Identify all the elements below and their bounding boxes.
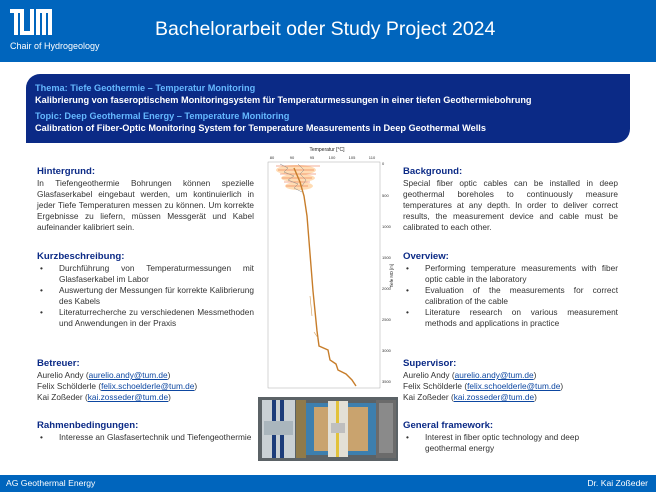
email-link[interactable]: felix.schoelderle@tum.de — [467, 381, 561, 392]
overview-heading: Overview: — [403, 251, 449, 262]
chair-name: Chair of Hydrogeology — [10, 41, 100, 51]
contact-line: Felix Schölderle (felix.schoelderle@tum.de) — [403, 381, 564, 392]
contact-name: Kai Zoßeder — [37, 392, 83, 403]
y-axis-label: Tiefe MD [m] — [389, 264, 394, 288]
x-tick-label: 110 — [368, 155, 376, 160]
topic-title-de: Kalibrierung von faseroptischem Monitoringsystem für Temperaturmessungen in einer tiefen Geothermiebohrung — [35, 95, 532, 105]
y-tick-label: 0 — [382, 161, 385, 166]
x-tick-label: 105 — [348, 155, 356, 160]
section-betreuer — [37, 358, 254, 403]
y-tick-label: 2000 — [382, 286, 391, 291]
topic-title-en: Calibration of Fiber-Optic Monitoring System for Temperature Measurements in Deep Geothermal Wells — [35, 123, 486, 133]
list-item: • Performing temperature measurements with fiber optic cable in the laboratory — [403, 263, 618, 285]
contact-name: Aurelio Andy — [403, 370, 450, 380]
email-link[interactable]: aurelio.andy@tum.de — [454, 370, 534, 380]
contact-name: Kai Zoßeder — [403, 392, 449, 403]
section-background — [403, 166, 618, 233]
footer-bar — [0, 475, 656, 492]
y-tick-label: 3500 — [382, 379, 391, 384]
background-heading: Background: — [403, 166, 463, 177]
list-item: • Evaluation of the measurements for correct calibration of the cable — [403, 285, 618, 307]
hintergrund-heading: Hintergrund: — [37, 166, 96, 177]
y-tick-label: 1000 — [382, 224, 391, 229]
list-item: • Durchführung von Temperaturmessungen mit Glasfaserkabel im Labor — [37, 263, 254, 285]
email-link[interactable]: aurelio.andy@tum.de — [88, 370, 168, 380]
contact-line: Felix Schölderle (felix.schoelderle@tum.de) — [37, 381, 198, 392]
email-link[interactable]: felix.schoelderle@tum.de — [101, 381, 195, 392]
list-item: • Literature research on various measurement methods and applications in practice — [403, 307, 618, 329]
tum-logo — [10, 9, 52, 35]
topic-label-de: Thema: Tiefe Geothermie – Temperatur Monitoring — [35, 83, 256, 93]
y-tick-label: 1500 — [382, 255, 391, 260]
section-supervisor — [403, 358, 618, 403]
general-framework-heading: General framework: — [403, 420, 494, 431]
topic-label-en: Topic: Deep Geothermal Energy – Temperature Monitoring — [35, 111, 290, 121]
supervisor-heading: Supervisor: — [403, 358, 457, 369]
section-general-framework — [403, 420, 618, 454]
rahmenbedingungen-heading: Rahmenbedingungen: — [37, 420, 139, 431]
section-overview — [403, 251, 618, 330]
contact-name: Felix Schölderle — [37, 381, 97, 392]
list-item: • Auswertung der Messungen für korrekte Kalibrierung des Kabels — [37, 285, 254, 307]
temperature-depth-plot — [258, 146, 396, 390]
list-item: • Literaturrecherche zu verschiedenen Messmethoden und Anwendungen in der Praxis — [37, 307, 254, 329]
x-tick-label: 95 — [309, 155, 315, 160]
page-title: Bachelorarbeit oder Study Project 2024 — [155, 18, 496, 40]
x-tick-label: 90 — [289, 155, 295, 160]
footer-person: Dr. Kai Zoßeder — [587, 478, 648, 488]
email-link[interactable]: kai.zosseder@tum.de — [453, 392, 535, 403]
contact-line: Kai Zoßeder (kai.zosseder@tum.de) — [37, 392, 171, 403]
list-item: • Interesse an Glasfasertechnik und Tiefengeothermie — [37, 432, 254, 443]
topic-box — [26, 74, 630, 143]
footer-group: AG Geothermal Energy — [6, 478, 96, 488]
y-tick-label: 500 — [382, 193, 389, 198]
section-rahmenbedingungen — [37, 420, 254, 443]
list-item: • Interest in fiber optic technology and deep geothermal energy — [403, 432, 618, 454]
header-bar — [0, 0, 656, 62]
contact-line: Aurelio Andy (aurelio.andy@tum.de) — [37, 370, 171, 380]
hintergrund-text: In Tiefengeothermie Bohrungen können spezielle Glasfaserkabel eingebaut werden, um kontinuierlich in jeder Tiefe Temperaturen messen zu können. Um korrekte Ergebnisse zu liefern, müssen Messgerät und Kabel aufeinander kalibriert sein. — [37, 178, 254, 233]
y-tick-label: 3000 — [382, 348, 391, 353]
section-hintergrund — [37, 166, 254, 233]
contact-line: Kai Zoßeder (kai.zosseder@tum.de) — [403, 392, 537, 403]
contact-line: Aurelio Andy (aurelio.andy@tum.de) — [403, 370, 537, 380]
plot-title: Temperatur [°C] — [309, 147, 345, 153]
background-text: Special fiber optic cables can be installed in deep geothermal boreholes to continuously measure temperatures at any depth. In order to deliver correct results, the measurement device and cable must be calibrated to each other. — [403, 178, 618, 233]
email-link[interactable]: kai.zosseder@tum.de — [87, 392, 169, 403]
x-tick-label: 80 — [269, 155, 275, 160]
contact-name: Aurelio Andy — [37, 370, 84, 380]
betreuer-heading: Betreuer: — [37, 358, 80, 369]
section-kurzbeschreibung — [37, 251, 254, 330]
y-tick-label: 2500 — [382, 317, 391, 322]
plot-area — [268, 162, 380, 388]
x-tick-label: 100 — [328, 155, 336, 160]
lab-setup-photo — [258, 397, 398, 461]
kurzbeschreibung-heading: Kurzbeschreibung: — [37, 251, 125, 262]
contact-name: Felix Schölderle — [403, 381, 463, 392]
